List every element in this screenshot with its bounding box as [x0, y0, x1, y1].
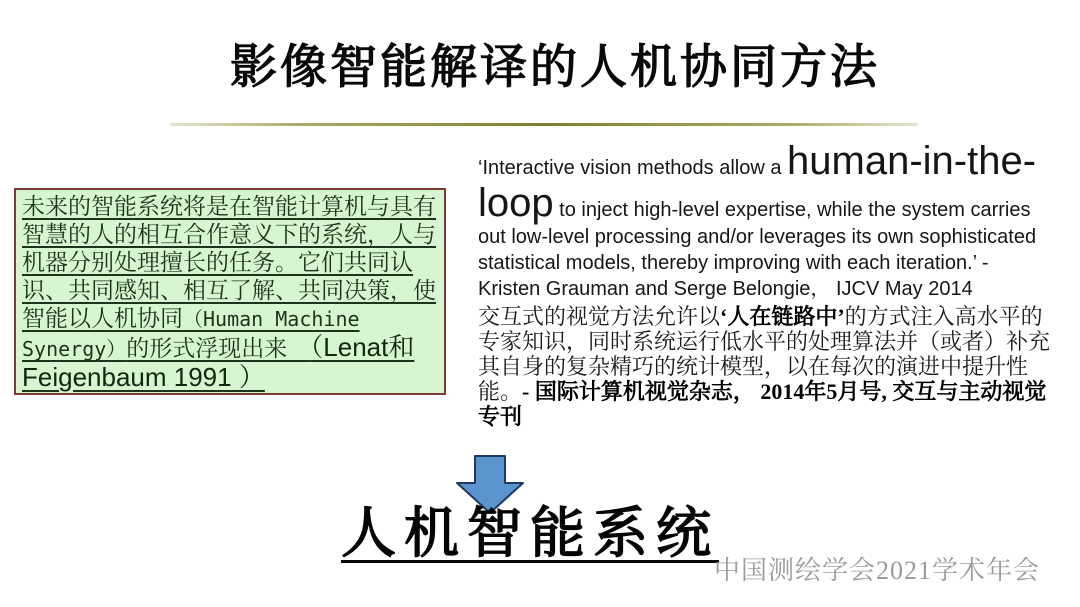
- text-segment: （Lenat和Feigenbaum 1991 ）: [22, 332, 415, 392]
- ijcv-quote-english: [478, 140, 1053, 302]
- ijcv-quote-block: [478, 140, 1053, 429]
- text-segment: 的方式注入高水平的专家知识，同时系统运行低水平的处理算法并（或者）补充其自身的复杂精巧的统计模型，以在每次的演进中提升性能。: [478, 304, 1051, 404]
- text-segment: human-in-the-loop: [478, 139, 1037, 225]
- text-segment: 的形式浮现出来: [126, 336, 311, 361]
- future-systems-quote-box: [14, 188, 446, 395]
- conference-footer: 中国测绘学会2021学术年会: [713, 556, 1040, 585]
- conclusion-label: 人机智能系统: [340, 503, 719, 564]
- text-segment: ‘Interactive vision methods allow a: [478, 157, 788, 179]
- text-segment: 未来的智能系统将是在智能计算机与具有智慧的人的相互合作意义下的系统，人与机器分别处理擅长的任务。它们共同认识、共同感知、相互了解、共同决策，使智能以人机协同: [22, 194, 436, 331]
- text-segment: （Human Machine Synergy）: [22, 307, 360, 361]
- title-divider: [170, 123, 918, 126]
- slide-title: 影像智能解译的人机协同方法: [230, 42, 880, 94]
- future-systems-quote-text: [22, 193, 436, 393]
- ijcv-quote-chinese: [478, 304, 1053, 429]
- text-segment: to inject high-level expertise, while the system carries out low-level processing and/or leverages its own sophisticated statistical models, thereby improving with each iteration.’ - Kristen Grauman and Serge Belongie， IJCV May 2014: [478, 199, 1037, 300]
- text-segment: ‘人在链路中’: [720, 304, 845, 329]
- text-segment: - 国际计算机视觉杂志， 2014年5月号, 交互与主动视觉专刊: [478, 379, 1047, 429]
- text-segment: 交互式的视觉方法允许以: [478, 304, 721, 329]
